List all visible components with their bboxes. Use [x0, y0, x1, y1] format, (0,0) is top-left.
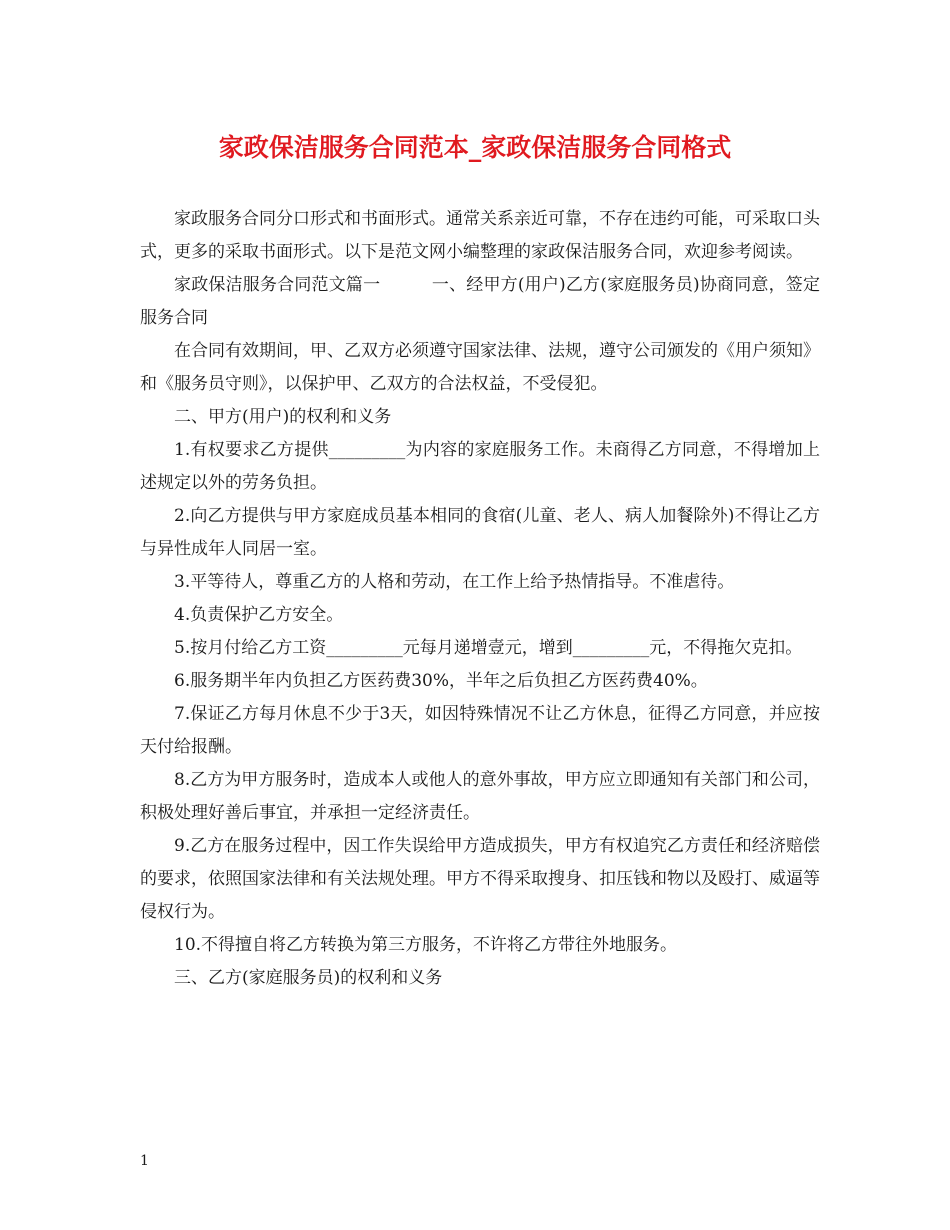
clause-item: 9.乙方在服务过程中，因工作失误给甲方造成损失，甲方有权追究乙方责任和经济赔偿的要求，依照国家法律和有关法规处理。甲方不得采取搜身、扣压钱和物以及殴打、威逼等侵权行为。: [140, 836, 820, 922]
clause-item: 5.按月付给乙方工资_________元每月递增壹元，增到_________元，不得拖欠克扣。: [174, 638, 803, 658]
clause-item: 8.乙方为甲方服务时，造成本人或他人的意外事故，甲方应立即通知有关部门和公司，积极处理好善后事宜，并承担一定经济责任。: [140, 770, 820, 823]
section-heading: 二、甲方(用户)的权利和义务: [174, 407, 392, 427]
clause-item: 3.平等待人，尊重乙方的人格和劳动，在工作上给予热情指导。不准虐待。: [174, 572, 735, 592]
document-title: 家政保洁服务合同范本_家政保洁服务合同格式: [218, 133, 732, 162]
clause-item: 4.负责保护乙方安全。: [174, 605, 344, 625]
clause-item: 1.有权要求乙方提供_________为内容的家庭服务工作。未商得乙方同意，不得增加上述规定以外的劳务负担。: [140, 440, 820, 493]
paragraph-intro: 家政服务合同分口形式和书面形式。通常关系亲近可靠，不存在违约可能，可采取口头式，更多的采取书面形式。以下是范文网小编整理的家政保洁服务合同，欢迎参考阅读。: [140, 209, 820, 262]
clause-item: 7.保证乙方每月休息不少于3天，如因特殊情况不让乙方休息，征得乙方同意，并应按天付给报酬。: [140, 704, 820, 757]
clause-item: 2.向乙方提供与甲方家庭成员基本相同的食宿(儿童、老人、病人加餐除外)不得让乙方与异性成年人同居一室。: [140, 506, 820, 559]
paragraph: 在合同有效期间，甲、乙双方必须遵守国家法律、法规，遵守公司颁发的《用户须知》和《服务员守则》，以保护甲、乙双方的合法权益，不受侵犯。: [140, 341, 820, 394]
document-body: [140, 203, 820, 995]
clause-item: 10.不得擅自将乙方转换为第三方服务，不许将乙方带往外地服务。: [174, 935, 678, 955]
clause-item: 6.服务期半年内负担乙方医药费30%，半年之后负担乙方医药费40%。: [174, 671, 708, 691]
paragraph-section-1: 家政保洁服务合同范文篇一 一、经甲方(用户)乙方(家庭服务员)协商同意，签定服务合同: [140, 275, 820, 328]
section-heading: 三、乙方(家庭服务员)的权利和义务: [174, 968, 443, 988]
page-number: 1: [140, 1153, 149, 1169]
